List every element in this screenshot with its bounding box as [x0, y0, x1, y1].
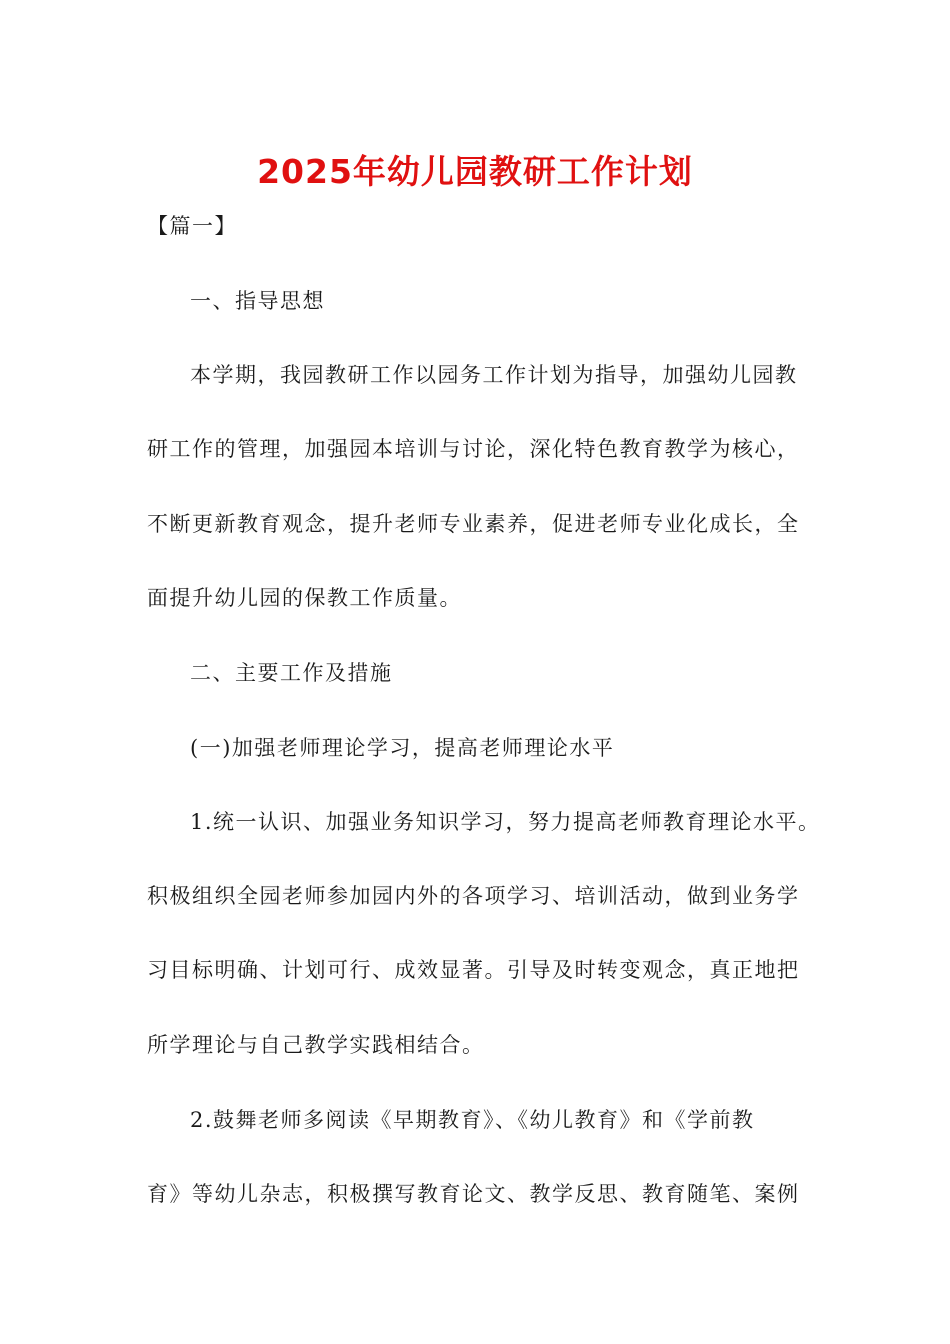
paragraph-line: 2.鼓舞老师多阅读《早期教育》、《幼儿教育》和《学前教 [190, 1108, 755, 1132]
paragraph-line: 不断更新教育观念，提升老师专业素养，促进老师专业化成长，全 [147, 512, 800, 536]
paragraph-line: 1.统一认识、加强业务知识学习，努力提高老师教育理论水平。 [190, 810, 821, 834]
paragraph-line: 面提升幼儿园的保教工作质量。 [147, 586, 462, 610]
heading-guiding-ideology: 一、指导思想 [190, 289, 325, 313]
document-title: 2025年幼儿园教研工作计划 [257, 152, 693, 191]
paragraph-line: 研工作的管理，加强园本培训与讨论，深化特色教育教学为核心， [147, 437, 800, 461]
subheading-theory-study: (一)加强老师理论学习，提高老师理论水平 [190, 736, 615, 760]
heading-main-work: 二、主要工作及措施 [190, 661, 393, 685]
paragraph-line: 育》等幼儿杂志，积极撰写教育论文、教学反思、教育随笔、案例 [147, 1182, 800, 1206]
paragraph-line: 习目标明确、计划可行、成效显著。引导及时转变观念，真正地把 [147, 958, 800, 982]
paragraph-line: 本学期，我园教研工作以园务工作计划为指导，加强幼儿园教 [190, 363, 798, 387]
section-marker: 【篇一】 [147, 214, 237, 238]
paragraph-line: 所学理论与自己教学实践相结合。 [147, 1033, 485, 1057]
paragraph-line: 积极组织全园老师参加园内外的各项学习、培训活动，做到业务学 [147, 884, 800, 908]
